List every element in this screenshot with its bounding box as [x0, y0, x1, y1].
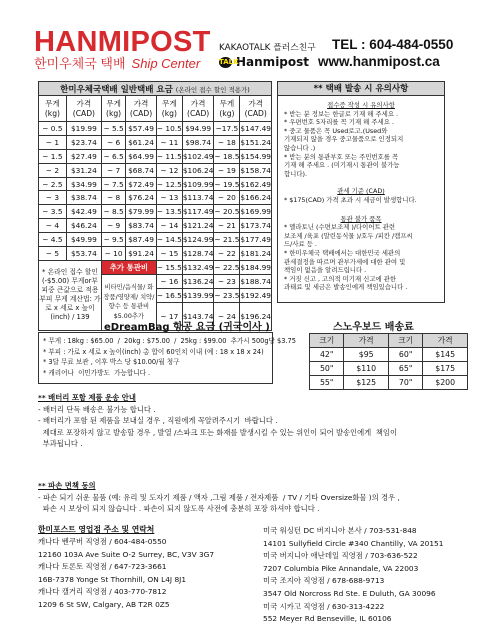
col-price-unit: (CAD) [129, 108, 153, 118]
snowboard-row [310, 348, 468, 362]
office-line-usa: 미국 워싱턴 DC 버지니아 본사 / 703-531-848 [263, 526, 417, 535]
kakaotalk-icon: TALK [219, 57, 239, 66]
weight-cell: ~ 6 [101, 135, 125, 149]
rate-row [39, 149, 272, 163]
weight-cell: ~ 11 [156, 135, 182, 149]
weight-cell: ~ 16 [156, 274, 182, 288]
logo-subtitle-en: Ship Center [131, 56, 201, 71]
logo-subtitle [34, 56, 204, 71]
notice-line: * $175(CAD) 가격 초과 시 세금이 발생합니다. [284, 195, 417, 204]
price-cell: $61.24 [126, 135, 157, 149]
price-cell: $72.49 [126, 177, 157, 191]
price-cell: $147.49 [240, 122, 272, 136]
damage-notice [38, 480, 400, 515]
office-line-usa: 552 Meyer Rd Benseville, IL 60106 [263, 614, 392, 624]
weight-cell: ~ 19.5 [214, 177, 240, 191]
price-cell: $162.49 [240, 177, 272, 191]
edream-title: eDreamBag 항공 요금 (귀국이사 ) [104, 322, 270, 333]
price-cell: $102.49 [182, 149, 214, 163]
rate-row [39, 177, 272, 191]
weight-cell: ~17.5 [214, 122, 240, 136]
price-cell: $196.24 [240, 302, 272, 330]
edream-line: * 무게 : 18kg : $65.00 / 20kg : $75.00 / 25kg : $99.00 추가시 500g당 $3.75 [43, 337, 296, 345]
notice-line: 기재되지 않을 경우 중고물품으로 인정되지 [284, 135, 404, 144]
extra-fee-note: 비타민/음식물/ 화장품/영양제/ 치약/향수 등 통관비 $5.00추가 [101, 274, 156, 330]
offices-usa [263, 525, 443, 626]
damage-line: - 파손 되기 쉬운 물품 (예: 유리 및 도자기 제품 / 액자 ,그림 제품 / 전자제품 / TV / 기타 Oversize화물 )의 경우 , [38, 492, 400, 502]
kakao-id-text: Hanmipost [236, 55, 310, 69]
price-cell: $184.99 [240, 260, 272, 274]
price-cell: $91.24 [126, 247, 157, 261]
price-cell: $132.49 [182, 260, 214, 274]
col-price-header [126, 96, 157, 122]
col-price-label: 가격 [76, 98, 92, 108]
snowboard-price: $175 [423, 362, 468, 376]
notice-line: 드/사료 등 . [284, 240, 317, 249]
rate-row [39, 205, 272, 219]
col-weight-header [101, 96, 125, 122]
offices-title: 한미포스트 영업점 주소 및 연락처 [38, 525, 155, 534]
weight-cell: ~ 16.5 [156, 288, 182, 302]
price-cell: $117.49 [182, 205, 214, 219]
snowboard-price: $95 [344, 348, 389, 362]
notice-line: 보조제 /육포 (말린동식물 )/호두 /피칸 /캠프씨 [284, 231, 413, 240]
snowboard-header: 가격 [344, 334, 389, 348]
snowboard-header-row [310, 334, 468, 348]
notice-line: * 받는 분의 통관부호 또는 주민번호를 꼭 [284, 152, 399, 161]
price-cell: $53.74 [66, 247, 101, 261]
extra-fee-header: 추가 통관비 [101, 260, 156, 274]
col-price-unit: (CAD) [72, 108, 96, 118]
snowboard-size: 55" [310, 376, 344, 390]
weight-cell: ~ 1.5 [39, 149, 67, 163]
notice-line: 책임이 없음을 알려드립니다 . [284, 266, 367, 275]
rate-row [39, 163, 272, 177]
price-cell: $42.49 [66, 205, 101, 219]
phone-number[interactable]: TEL : 604-484-0550 [332, 37, 454, 52]
battery-line: - 배터리가 포함 된 제품을 보내실 경우 , 직원에게 꼭알려주시기 바랍니다 . [38, 416, 278, 425]
rate-table-title-text: 한미우체국택배 일반택배 요금 [60, 84, 173, 95]
notice-line: 기재 해 주세요 . (미기재시 통관이 불가능 [284, 161, 400, 170]
snowboard-size: 70" [388, 376, 422, 390]
online-discount-note: * 온라인 접수 할인 (-$5.00) 무게or부피중 큰값으로 적용 부피 무게 계산법: 가로 x 세로 x 높이(inch) / 139 [39, 260, 102, 330]
col-price-header [66, 96, 101, 122]
price-cell: $154.99 [240, 149, 272, 163]
weight-cell: ~ 3.5 [39, 205, 67, 219]
weight-cell: ~ 18.5 [214, 149, 240, 163]
price-cell: $68.74 [126, 163, 157, 177]
col-weight-unit: (kg) [161, 108, 177, 118]
rate-row [39, 247, 272, 261]
weight-cell: ~ 22 [214, 247, 240, 261]
edream-box [38, 332, 296, 384]
col-weight-header [156, 96, 182, 122]
price-cell: $151.24 [240, 135, 272, 149]
edream-line: * 부피 : 가로 x 세로 x 높이(inch) 총 합이 60인치 이내 (예 : 18 x 18 x 24) [43, 347, 264, 356]
notice-section-1-title: 접수증 작성 시 유의사항 [327, 101, 395, 109]
weight-cell: ~ 3 [39, 191, 67, 205]
notice-line: 않습니다 .) [284, 143, 316, 152]
col-weight-unit: (kg) [219, 108, 235, 118]
snowboard-size: 60" [388, 348, 422, 362]
snowboard-price: $125 [344, 376, 389, 390]
weight-cell: ~ 23 [214, 274, 240, 288]
edream-line: * 캐리어나 이민가방도 가능합니다 . [43, 368, 151, 377]
battery-line: 부과됩니다 . [38, 439, 83, 448]
office-line-canada: 1209 6 St SW, Calgary, AB T2R 0Z5 [38, 599, 170, 609]
price-cell: $113.74 [182, 191, 214, 205]
notice-section-3-title: 통관 불가 품목 [340, 214, 382, 223]
rate-row [39, 260, 272, 274]
rate-row [39, 233, 272, 247]
notice-line: * 한미우체국 택배에서는 대한민국 세관의 [284, 248, 401, 257]
snowboard-title: 스노우보드 배송료 [333, 322, 414, 333]
col-weight-label: 무게 [219, 98, 235, 108]
header [0, 0, 480, 74]
col-weight-header [214, 96, 240, 122]
col-weight-label: 무게 [106, 98, 121, 108]
rate-table-title-note: (온라인 접수 할인 적용가) [175, 85, 250, 94]
office-line-canada: 캐나다 캘거리 직영점 / 403-770-7812 [38, 587, 167, 597]
col-price-label: 가격 [133, 98, 149, 108]
weight-cell: ~ 1 [39, 135, 67, 149]
price-cell: $124.99 [182, 233, 214, 247]
price-cell: $166.24 [240, 191, 272, 205]
snowboard-header: 크기 [388, 334, 422, 348]
price-cell: $181.24 [240, 247, 272, 261]
kakao-id[interactable] [219, 55, 309, 69]
weight-cell: ~ 10.5 [156, 122, 182, 136]
shipping-notice [277, 81, 445, 303]
weight-cell: ~ 5.5 [101, 122, 125, 136]
weight-cell: ~ 23.5 [214, 288, 240, 302]
col-price-unit: (CAD) [186, 108, 210, 118]
col-price-label: 가격 [190, 98, 206, 108]
weight-cell: ~ 2 [39, 163, 67, 177]
weight-cell: ~ 8.5 [101, 205, 125, 219]
logo-wordmark: HANMIPOST [34, 26, 211, 58]
col-price-label: 가격 [248, 98, 264, 108]
weight-cell: ~ 9 [101, 219, 125, 233]
weight-cell: ~ 21 [214, 219, 240, 233]
weight-cell: ~ 14.5 [156, 233, 182, 247]
weight-cell: ~ 15 [156, 247, 182, 261]
rate-table [38, 81, 272, 331]
snowboard-header: 크기 [310, 334, 344, 348]
price-cell: $94.99 [182, 122, 214, 136]
notice-section-2-title: 관세 기준 (CAD) [337, 187, 385, 196]
weight-cell: ~ 7 [101, 163, 125, 177]
price-cell: $109.99 [182, 177, 214, 191]
battery-notice [38, 392, 397, 450]
price-cell: $38.74 [66, 191, 101, 205]
notice-line: * 우편번호 5자리를 꼭 기재 해 주세요 . [284, 118, 394, 127]
weight-cell: ~ 8 [101, 191, 125, 205]
weight-cell: ~ 4.5 [39, 233, 67, 247]
price-cell: $19.99 [66, 122, 101, 136]
notice-line: * 받는 분 정보는 한글로 기재 해 주세요 . [284, 109, 399, 118]
damage-title: ** 파손 면책 동의 [38, 481, 96, 490]
price-cell: $192.49 [240, 288, 272, 302]
col-price-header [182, 96, 214, 122]
notice-title: ** 택배 발송 시 유의사항 [278, 82, 444, 96]
weight-cell: ~ 21.5 [214, 233, 240, 247]
notice-line: * 중고 물품은 꼭 Used로고.(Used와 [284, 126, 388, 135]
weight-cell: ~ 0.5 [39, 122, 67, 136]
office-line-canada: 12160 103A Ave Suite O-2 Surrey, BC, V3V 3G7 [38, 549, 215, 559]
price-cell: $49.99 [66, 233, 101, 247]
price-cell: $57.49 [126, 122, 157, 136]
logo-subtitle-kr: 한미우체국 택배 [34, 56, 126, 71]
price-cell: $139.99 [182, 288, 214, 302]
office-line-usa: 7207 Columbia Pike Annandale, VA 22003 [263, 563, 419, 573]
weight-cell: ~ 10 [101, 247, 125, 261]
weight-cell: ~ 13.5 [156, 205, 182, 219]
office-line-canada: 16B-7378 Yonge St Thornhill, ON L4J 8J1 [38, 574, 187, 584]
price-cell: $79.99 [126, 205, 157, 219]
price-cell: $106.24 [182, 163, 214, 177]
col-weight-unit: (kg) [44, 108, 60, 118]
office-line-usa: 미국 버지니아 애난데일 직영점 / 703-636-522 [263, 551, 418, 561]
weight-cell: ~ 18 [214, 135, 240, 149]
weight-cell: ~ 13 [156, 191, 182, 205]
hanmipost-logo[interactable] [34, 26, 211, 71]
offices-canada [38, 536, 214, 612]
weight-cell: ~ 9.5 [101, 233, 125, 247]
col-weight-label: 무게 [162, 98, 177, 108]
price-cell: $27.49 [66, 149, 101, 163]
snowboard-header: 가격 [423, 334, 468, 348]
office-line-usa: 미국 조지아 직영점 / 678-688-9713 [263, 576, 385, 586]
snowboard-price: $110 [344, 362, 389, 376]
battery-line: 제대로 포장하지 않고 발송할 경우 , 발열 /스파크 또는 화재를 발생시킬 수 있는 위인이 되어 발송인에게 책임이 [38, 427, 397, 437]
weight-cell: ~ 17 [156, 302, 182, 330]
snowboard-size: 65" [388, 362, 422, 376]
price-cell: $136.24 [182, 274, 214, 288]
price-cell: $83.74 [126, 219, 157, 233]
price-cell: $23.74 [66, 135, 101, 149]
price-cell: $34.99 [66, 177, 101, 191]
snowboard-size: 42" [310, 348, 344, 362]
notice-line: * 거짓 신고 , 고의적 미기재 신고에 관한 [284, 274, 397, 283]
col-price-header [240, 96, 272, 122]
price-cell: $158.74 [240, 163, 272, 177]
website-link[interactable]: www.hanmipost.ca [318, 54, 440, 69]
notice-line: 관세결정을 따르며 관부가세에 대한 관여 및 [284, 257, 406, 266]
weight-cell: ~ 12.5 [156, 177, 182, 191]
snowboard-price: $200 [423, 376, 468, 390]
office-line-usa: 3547 Old Norcross Rd Ste. E Duluth, GA 30096 [263, 588, 436, 598]
battery-line: - 배터리 단독 배송은 불가능 합니다 . [38, 404, 156, 414]
weight-cell: ~ 20 [214, 191, 240, 205]
weight-cell: ~ 7.5 [101, 177, 125, 191]
price-cell: $188.74 [240, 274, 272, 288]
price-cell: $31.24 [66, 163, 101, 177]
office-line-usa: 14101 Sullyfield Circle #340 Chantilly, VA 20151 [263, 538, 444, 548]
snowboard-row [310, 376, 468, 390]
weight-cell: ~ 19 [214, 163, 240, 177]
weight-cell: ~ 2.5 [39, 177, 67, 191]
price-cell: $121.24 [182, 219, 214, 233]
price-cell: $128.74 [182, 247, 214, 261]
office-line-usa: 미국 시카고 직영점 / 630-313-4222 [263, 601, 385, 611]
col-price-unit: (CAD) [244, 108, 267, 118]
rate-row [39, 219, 272, 233]
weight-cell: ~ 20.5 [214, 205, 240, 219]
rate-row [39, 135, 272, 149]
edream-line: * 3달 무료 보관 , 이후 박스 당 $10.00/월 청구 [43, 358, 180, 366]
col-weight-label: 무게 [45, 98, 60, 108]
rate-table-title [39, 82, 272, 96]
col-weight-unit: (kg) [106, 108, 122, 118]
notice-line: * 멜라토닌 (수면보조제 )/다이어트 관련 [284, 223, 396, 232]
weight-cell: ~ 4 [39, 219, 67, 233]
price-cell: $64.99 [126, 149, 157, 163]
kakao-label: KAKAOTALK 플러스친구 [219, 43, 316, 53]
price-cell: $46.24 [66, 219, 101, 233]
weight-cell: ~ 12 [156, 163, 182, 177]
col-weight-header [39, 96, 67, 122]
notice-line: 과태료 및 세금은 발송인에게 책임있습니다 . [284, 283, 408, 292]
notice-line: 합니다). [284, 169, 308, 178]
weight-cell: ~ 6.5 [101, 149, 125, 163]
office-line-canada: 캐나다 토론토 직영점 / 647-723-3661 [38, 562, 167, 572]
weight-cell: ~ 11.5 [156, 149, 182, 163]
weight-cell: ~ 22.5 [214, 260, 240, 274]
price-cell: $177.49 [240, 233, 272, 247]
weight-cell: ~ 24 [214, 302, 240, 330]
weight-cell: ~ 15.5 [156, 260, 182, 274]
snowboard-price: $145 [423, 348, 468, 362]
price-cell: $173.74 [240, 219, 272, 233]
damage-line: 파손 시 보상이 되지 않습니다 . 파손이 되지 않도록 사전에 충분히 포장 하셔야 합니다 . [38, 504, 320, 513]
price-cell: $87.49 [126, 233, 157, 247]
snowboard-row [310, 362, 468, 376]
weight-cell: ~ 5 [39, 247, 67, 261]
office-line-canada: 캐나다 벤쿠버 직영점 / 604-484-0550 [38, 537, 167, 546]
weight-cell: ~ 14 [156, 219, 182, 233]
battery-title: ** 배터리 포함 제품 운송 안내 [38, 393, 136, 402]
price-cell: $76.24 [126, 191, 157, 205]
price-cell: $98.74 [182, 135, 214, 149]
snowboard-size: 50" [310, 362, 344, 376]
price-cell: $143.74 [182, 302, 214, 330]
rate-row [39, 191, 272, 205]
snowboard-table [309, 333, 468, 390]
price-cell: $169.99 [240, 205, 272, 219]
rate-row [39, 122, 272, 136]
